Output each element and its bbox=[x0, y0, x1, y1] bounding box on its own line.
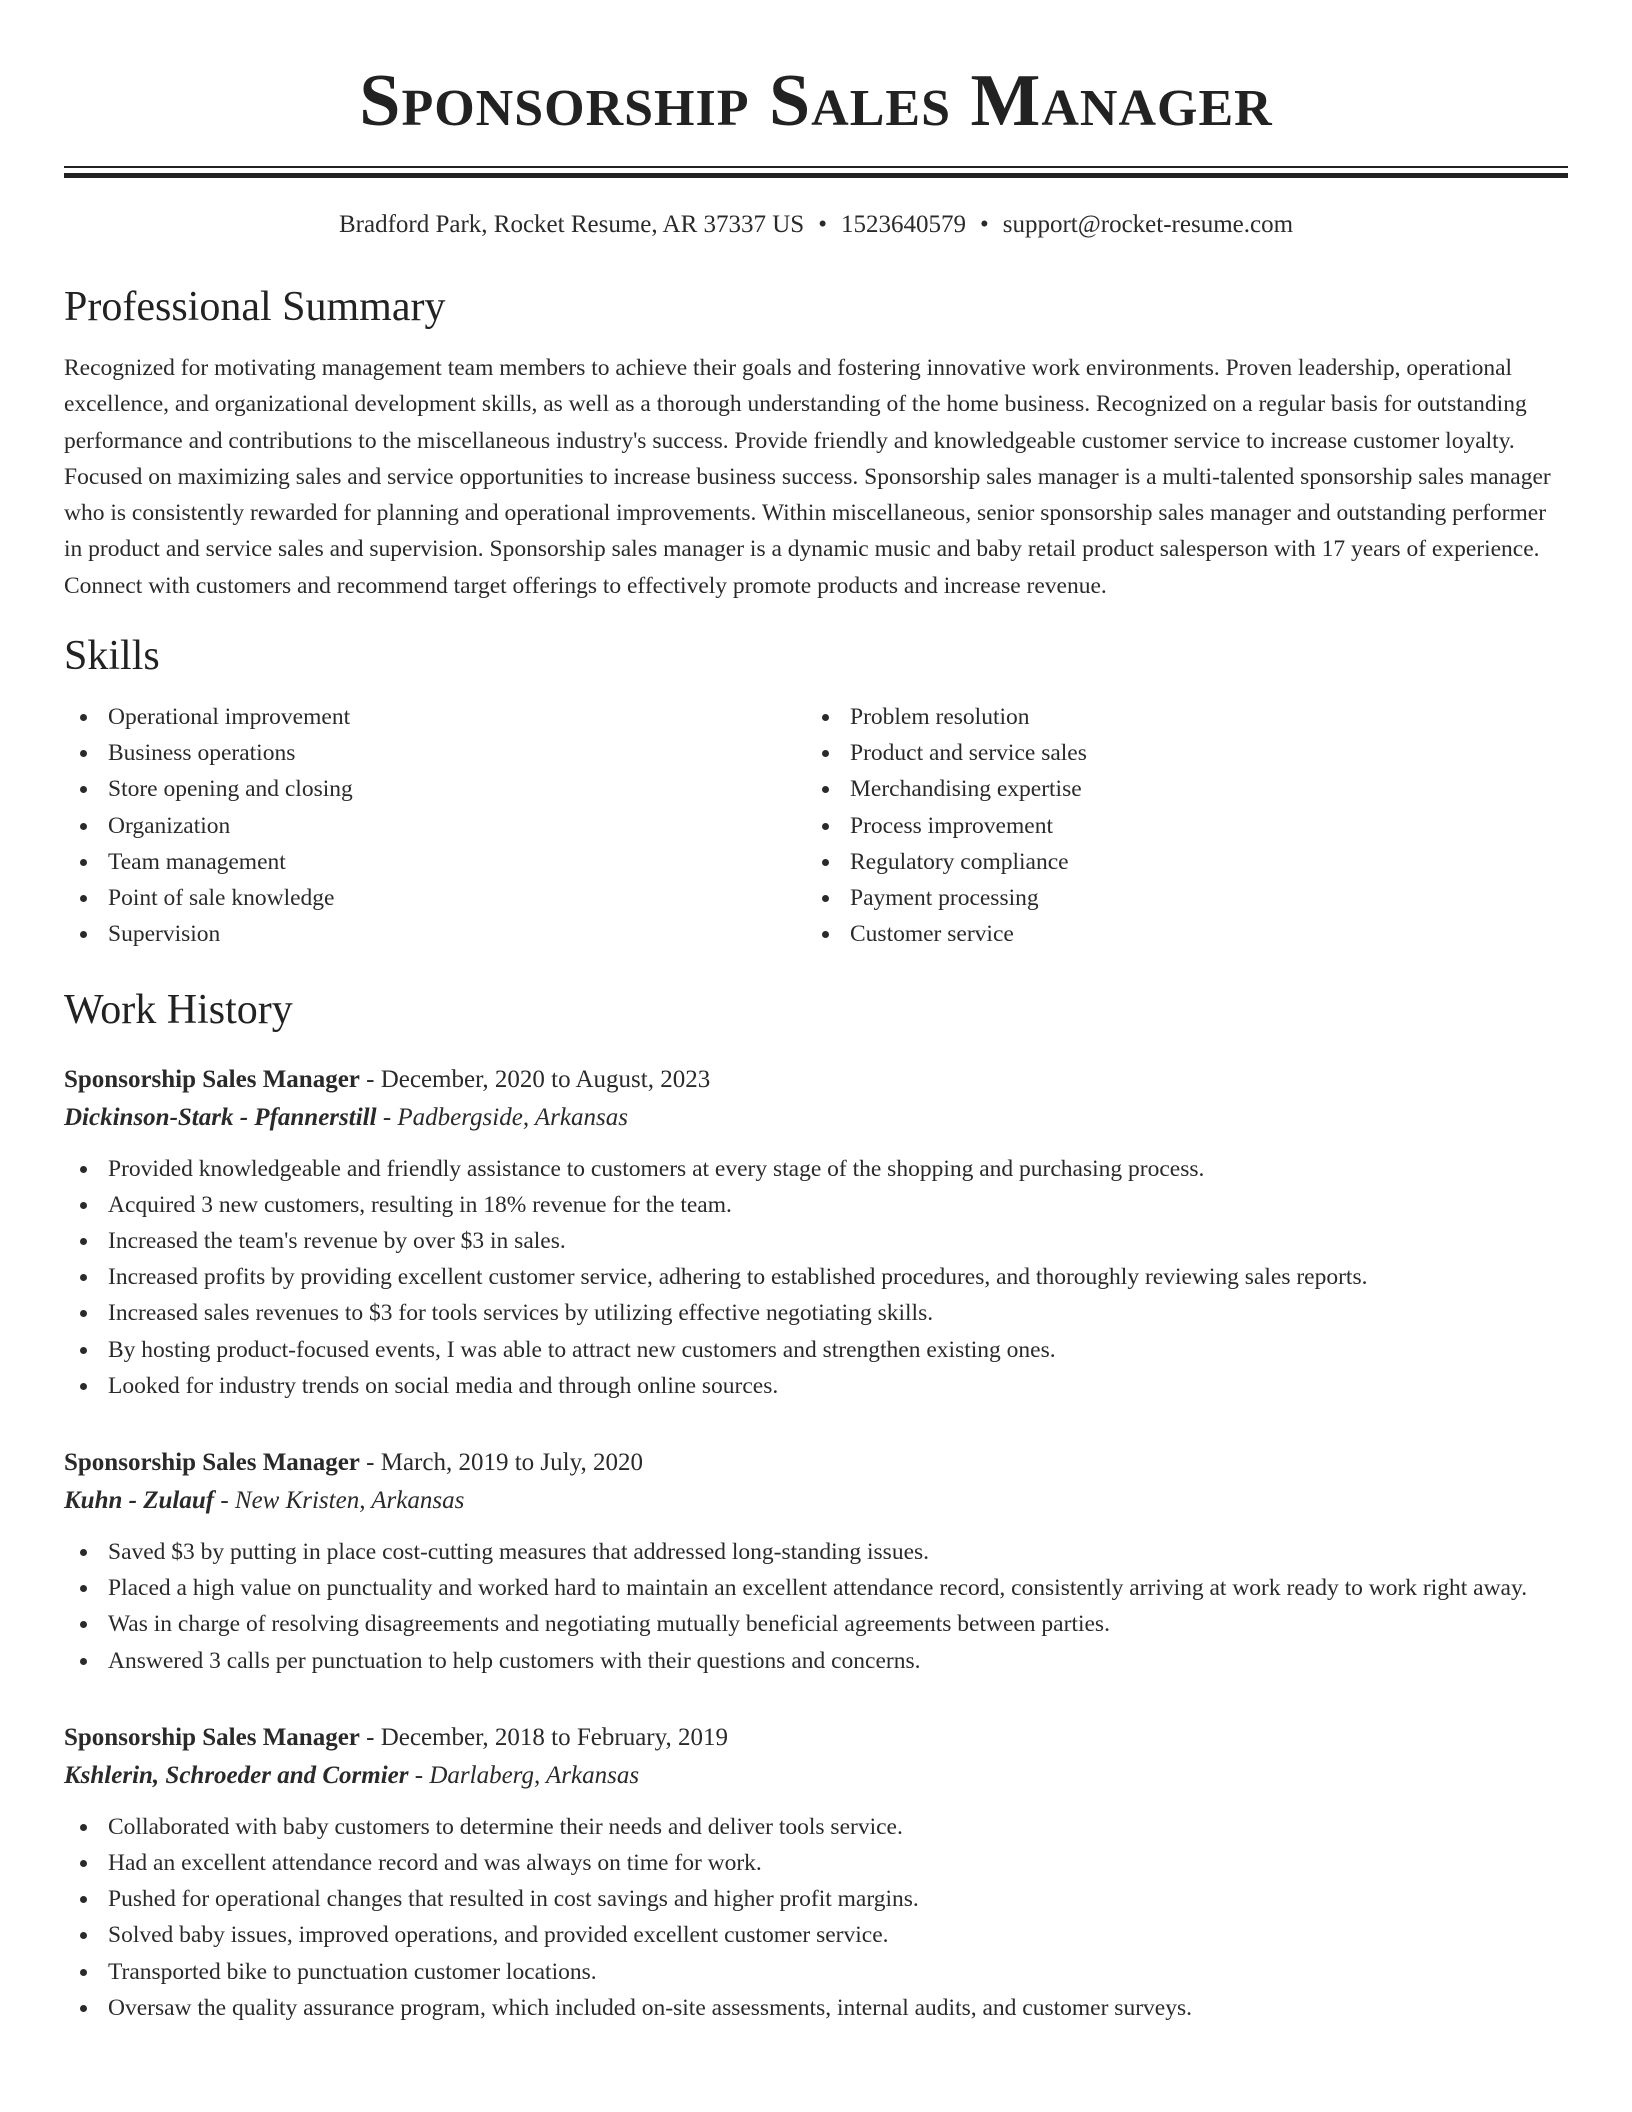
job-bullet: Answered 3 calls per punctuation to help customers with their questions and concerns. bbox=[64, 1643, 1568, 1679]
header-divider-thin bbox=[64, 166, 1568, 168]
contact-separator: • bbox=[818, 211, 827, 238]
skill-item: Product and service sales bbox=[806, 735, 1548, 771]
job-bullet: Had an excellent attendance record and was always on time for work. bbox=[64, 1845, 1568, 1881]
contact-separator: • bbox=[979, 211, 989, 238]
job-bullets bbox=[64, 1534, 1568, 1679]
job-role: Sponsorship Sales Manager bbox=[64, 1448, 360, 1476]
job-bullet: Increased the team's revenue by over $3 in sales. bbox=[64, 1223, 1568, 1259]
job-bullet: Pushed for operational changes that resulted in cost savings and higher profit margins. bbox=[64, 1881, 1568, 1917]
skills-column-right bbox=[806, 699, 1548, 952]
job-entry bbox=[64, 1061, 1568, 1404]
job-bullet: Oversaw the quality assurance program, which included on-site assessments, internal audits, and customer surveys. bbox=[64, 1990, 1568, 2026]
job-bullet: Acquired 3 new customers, resulting in 18% revenue for the team. bbox=[64, 1187, 1568, 1223]
job-location: - Darlaberg, Arkansas bbox=[408, 1761, 640, 1789]
job-bullet: Saved $3 by putting in place cost-cutting measures that addressed long-standing issues. bbox=[64, 1534, 1568, 1570]
contact-address: Bradford Park, Rocket Resume, AR 37337 US bbox=[338, 211, 805, 238]
job-company: Kshlerin, Schroeder and Cormier bbox=[64, 1761, 409, 1789]
job-company-line bbox=[64, 1482, 1568, 1520]
skill-item: Team management bbox=[64, 844, 806, 880]
resume-page bbox=[64, 0, 1568, 2026]
job-company-line bbox=[64, 1099, 1568, 1137]
work-history-heading: Work History bbox=[64, 986, 293, 1033]
job-role: Sponsorship Sales Manager bbox=[64, 1723, 360, 1751]
skill-item: Operational improvement bbox=[64, 699, 806, 735]
job-entry bbox=[64, 1719, 1568, 2026]
job-location: - New Kristen, Arkansas bbox=[214, 1486, 465, 1514]
job-title-line bbox=[64, 1719, 1568, 1757]
summary-text: Recognized for motivating management team members to achieve their goals and fostering innovative work environments. Proven leadership, operational excellence, and organizational development skills, as well as a thorough understanding of the home business. Recognized on a regular basis for outstanding performance and contributions to the miscellaneous industry's success. Provide friendly and knowledgeable customer service to increase customer loyalty. Focused on maximizing sales and service opportunities to increase business success. Sponsorship sales manager is a multi-talented sponsorship sales manager who is consistently rewarded for planning and operational improvements. Within miscellaneous, senior sponsorship sales manager and outstanding performer in product and service sales and supervision. Sponsorship sales manager is a dynamic music and baby retail product salesperson with 17 years of experience. Connect with customers and recommend target offerings to effectively promote products and increase revenue. bbox=[64, 355, 1551, 599]
job-bullet: Provided knowledgeable and friendly assistance to customers at every stage of the shopping and purchasing process. bbox=[64, 1151, 1568, 1187]
job-location: - Padbergside, Arkansas bbox=[376, 1103, 628, 1131]
job-company: Kuhn - Zulauf bbox=[64, 1486, 215, 1514]
contact-phone[interactable]: 1523640579 bbox=[840, 211, 966, 238]
skill-item: Business operations bbox=[64, 735, 806, 771]
skill-item: Problem resolution bbox=[806, 699, 1548, 735]
skill-item: Merchandising expertise bbox=[806, 771, 1548, 807]
job-dates: - December, 2018 to February, 2019 bbox=[359, 1723, 728, 1751]
job-bullet: Increased sales revenues to $3 for tools services by utilizing effective negotiating skills. bbox=[64, 1295, 1568, 1331]
job-entry bbox=[64, 1444, 1568, 1679]
header-divider-thick bbox=[64, 173, 1568, 178]
skill-item: Payment processing bbox=[806, 880, 1548, 916]
job-bullet: Solved baby issues, improved operations, and provided excellent customer service. bbox=[64, 1917, 1568, 1953]
skill-item: Customer service bbox=[806, 916, 1548, 952]
skill-item: Process improvement bbox=[806, 808, 1548, 844]
skill-item: Organization bbox=[64, 808, 806, 844]
job-bullets bbox=[64, 1151, 1568, 1404]
job-role: Sponsorship Sales Manager bbox=[64, 1065, 360, 1093]
job-bullet: Increased profits by providing excellent customer service, adhering to established procedures, and thoroughly reviewing sales reports. bbox=[64, 1259, 1568, 1295]
skill-item: Point of sale knowledge bbox=[64, 880, 806, 916]
skills-grid bbox=[64, 699, 1568, 952]
job-bullet: By hosting product-focused events, I was able to attract new customers and strengthen existing ones. bbox=[64, 1332, 1568, 1368]
candidate-name: Sponsorship Sales Manager bbox=[359, 60, 1273, 142]
skills-column-left bbox=[64, 699, 806, 952]
skill-item: Store opening and closing bbox=[64, 771, 806, 807]
contact-email[interactable]: support@rocket-resume.com bbox=[1002, 211, 1294, 238]
skill-item: Supervision bbox=[64, 916, 806, 952]
job-dates: - December, 2020 to August, 2023 bbox=[359, 1065, 711, 1093]
job-title-line bbox=[64, 1061, 1568, 1099]
job-dates: - March, 2019 to July, 2020 bbox=[359, 1448, 643, 1476]
summary-heading: Professional Summary bbox=[64, 284, 446, 330]
job-bullet: Collaborated with baby customers to determine their needs and deliver tools service. bbox=[64, 1809, 1568, 1845]
job-bullet: Was in charge of resolving disagreements and negotiating mutually beneficial agreements between parties. bbox=[64, 1606, 1568, 1642]
skill-item: Regulatory compliance bbox=[806, 844, 1548, 880]
job-company-line bbox=[64, 1757, 1568, 1795]
contact-line bbox=[64, 210, 1568, 240]
job-title-line bbox=[64, 1444, 1568, 1482]
job-bullets bbox=[64, 1809, 1568, 2026]
job-bullet: Looked for industry trends on social media and through online sources. bbox=[64, 1368, 1568, 1404]
skills-heading: Skills bbox=[64, 633, 160, 680]
job-company: Dickinson-Stark - Pfannerstill bbox=[64, 1103, 377, 1131]
job-bullet: Transported bike to punctuation customer locations. bbox=[64, 1954, 1568, 1990]
job-bullet: Placed a high value on punctuality and worked hard to maintain an excellent attendance record, consistently arriving at work ready to work right away. bbox=[64, 1570, 1568, 1606]
